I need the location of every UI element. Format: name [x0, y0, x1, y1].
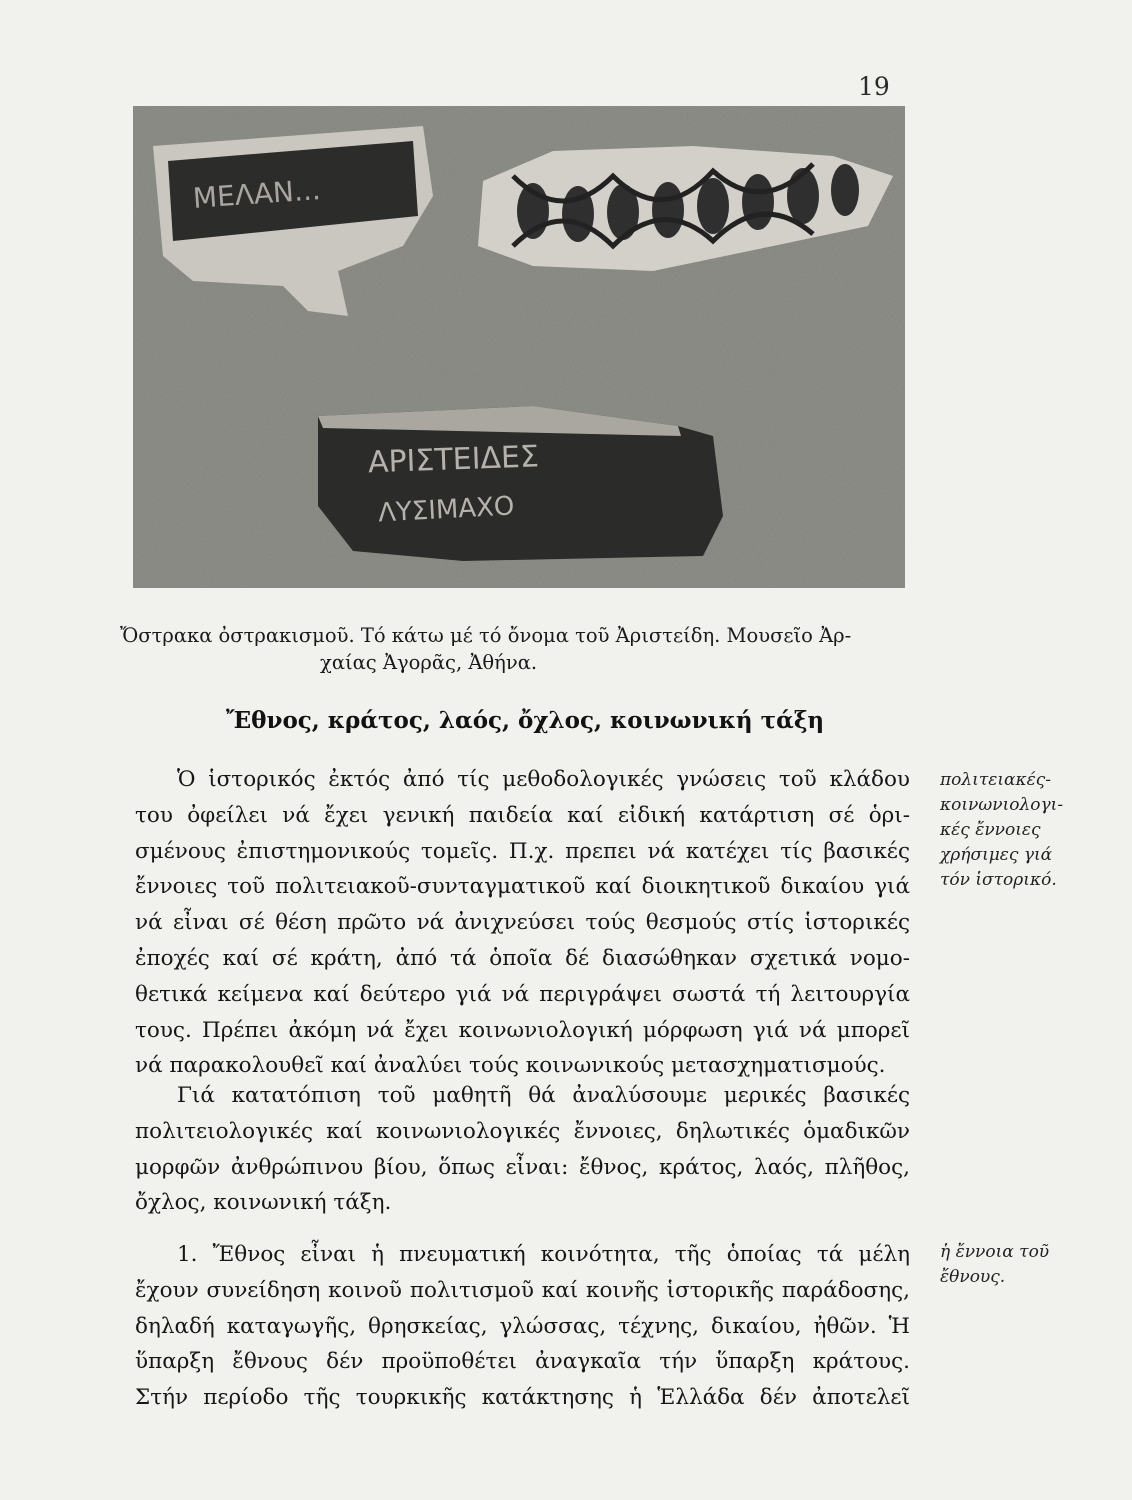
margin-note-line: τόν ἱστορικό. — [940, 870, 1057, 890]
paragraph-3 — [135, 1237, 910, 1416]
text-line: τους. Πρέπει ἀκόμη νά ἔχει κοινωνιολογική μόρφωση γιά νά μπορεῖ — [135, 1017, 910, 1043]
page-number: 19 — [858, 72, 890, 101]
margin-note-line: κές ἔννοιες — [940, 820, 1041, 840]
sherd-text-3: ΛΥΣΙΜΑΧΟ — [377, 491, 516, 529]
text-line: σμένους ἐπιστημονικούς τομεῖς. Π.χ. πρεπει νά κατέχει τίς βασικές — [135, 838, 910, 864]
caption-line: χαίας Ἀγορᾶς, Ἀθήνα. — [320, 651, 538, 674]
sherd-text-1: ΜΕΛΑΝ... — [191, 173, 322, 215]
text-line: δηλαδή καταγωγῆς, θρησκείας, γλώσσας, τέχνης, δικαίου, ἠθῶν. Ἡ — [135, 1313, 910, 1339]
text-line: ὄχλος, κοινωνική τάξη. — [135, 1190, 392, 1216]
text-line: πολιτειολογικές καί κοινωνιολογικές ἔννοιες, δηλωτικές ὁμαδικῶν — [135, 1118, 910, 1144]
ostraka-image — [133, 106, 905, 588]
text-line: μορφῶν ἀνθρώπινου βίου, ὅπως εἶναι: ἔθνος, κράτος, λαός, πλῆθος, — [135, 1154, 910, 1180]
paragraph-2 — [135, 1078, 910, 1221]
text-line: 1. Ἔθνος εἶναι ἡ πνευματική κοινότητα, τῆς ὁποίας τά μέλη — [177, 1242, 910, 1267]
text-line: ὕπαρξη ἔθνους δέν προϋποθέτει ἀναγκαῖα τήν ὕπαρξη κράτους. — [135, 1349, 910, 1375]
text-line: ἔννοιες τοῦ πολιτειακοῦ-συνταγματικοῦ καί διοικητικοῦ δικαίου γιά — [135, 874, 910, 900]
sherd-text-2: ΑΡΙΣΤΕΙΔΕΣ — [367, 439, 540, 481]
margin-note-nation — [940, 1240, 1110, 1290]
caption-line: Ὄστρακα ὀστρακισμοῦ. Τό κάτω μέ τό ὄνομα τοῦ Ἀριστείδη. Μουσεῖο Ἀρ- — [120, 624, 852, 647]
text-line: ἔχουν συνείδηση κοινοῦ πολιτισμοῦ καί κοινῆς ἱστορικῆς παράδοσης, — [135, 1277, 910, 1303]
text-line: Στήν περίοδο τῆς τουρκικῆς κατάκτησης ἡ Ἑλλάδα δέν ἀποτελεῖ — [135, 1385, 910, 1411]
paragraph-1 — [135, 762, 910, 1084]
margin-note-concepts — [940, 768, 1110, 893]
text-line: Ὁ ἱστορικός ἐκτός ἀπό τίς μεθοδολογικές γνώσεις τοῦ κλάδου — [177, 767, 910, 792]
margin-note-line: πολιτειακές- — [940, 770, 1052, 790]
margin-note-line: χρήσιμες γιά — [940, 845, 1053, 865]
text-line: του ὀφείλει νά ἔχει γενική παιδεία καί εἰδική κατάρτιση σέ ὁρι- — [135, 802, 910, 828]
margin-note-line: ἡ ἔννοια τοῦ — [940, 1242, 1050, 1262]
text-line: νά παρακολουθεῖ καί ἀναλύει τούς κοινωνικούς μετασχηματισμούς. — [135, 1053, 886, 1079]
text-line: ἐποχές καί σέ κράτη, ἀπό τά ὁποῖα δέ διασώθηκαν σχετικά νομο- — [135, 945, 910, 971]
text-line: νά εἶναι σέ θέση πρῶτο νά ἀνιχνεύσει τούς θεσμούς στίς ἱστορικές — [135, 910, 910, 936]
figure-caption — [120, 622, 920, 676]
text-line: Γιά κατατόπιση τοῦ μαθητῆ θά ἀναλύσουμε μερικές βασικές — [177, 1083, 910, 1108]
margin-note-line: κοινωνιολογι- — [940, 795, 1064, 815]
margin-note-line: ἔθνους. — [940, 1267, 1006, 1287]
section-heading: Ἔθνος, κράτος, λαός, ὄχλος, κοινωνική τάξη — [226, 707, 825, 734]
text-line: θετικά κείμενα καί δεύτερο γιά νά περιγράψει σωστά τή λειτουργία — [135, 981, 910, 1007]
ostraka-photo — [133, 106, 905, 588]
